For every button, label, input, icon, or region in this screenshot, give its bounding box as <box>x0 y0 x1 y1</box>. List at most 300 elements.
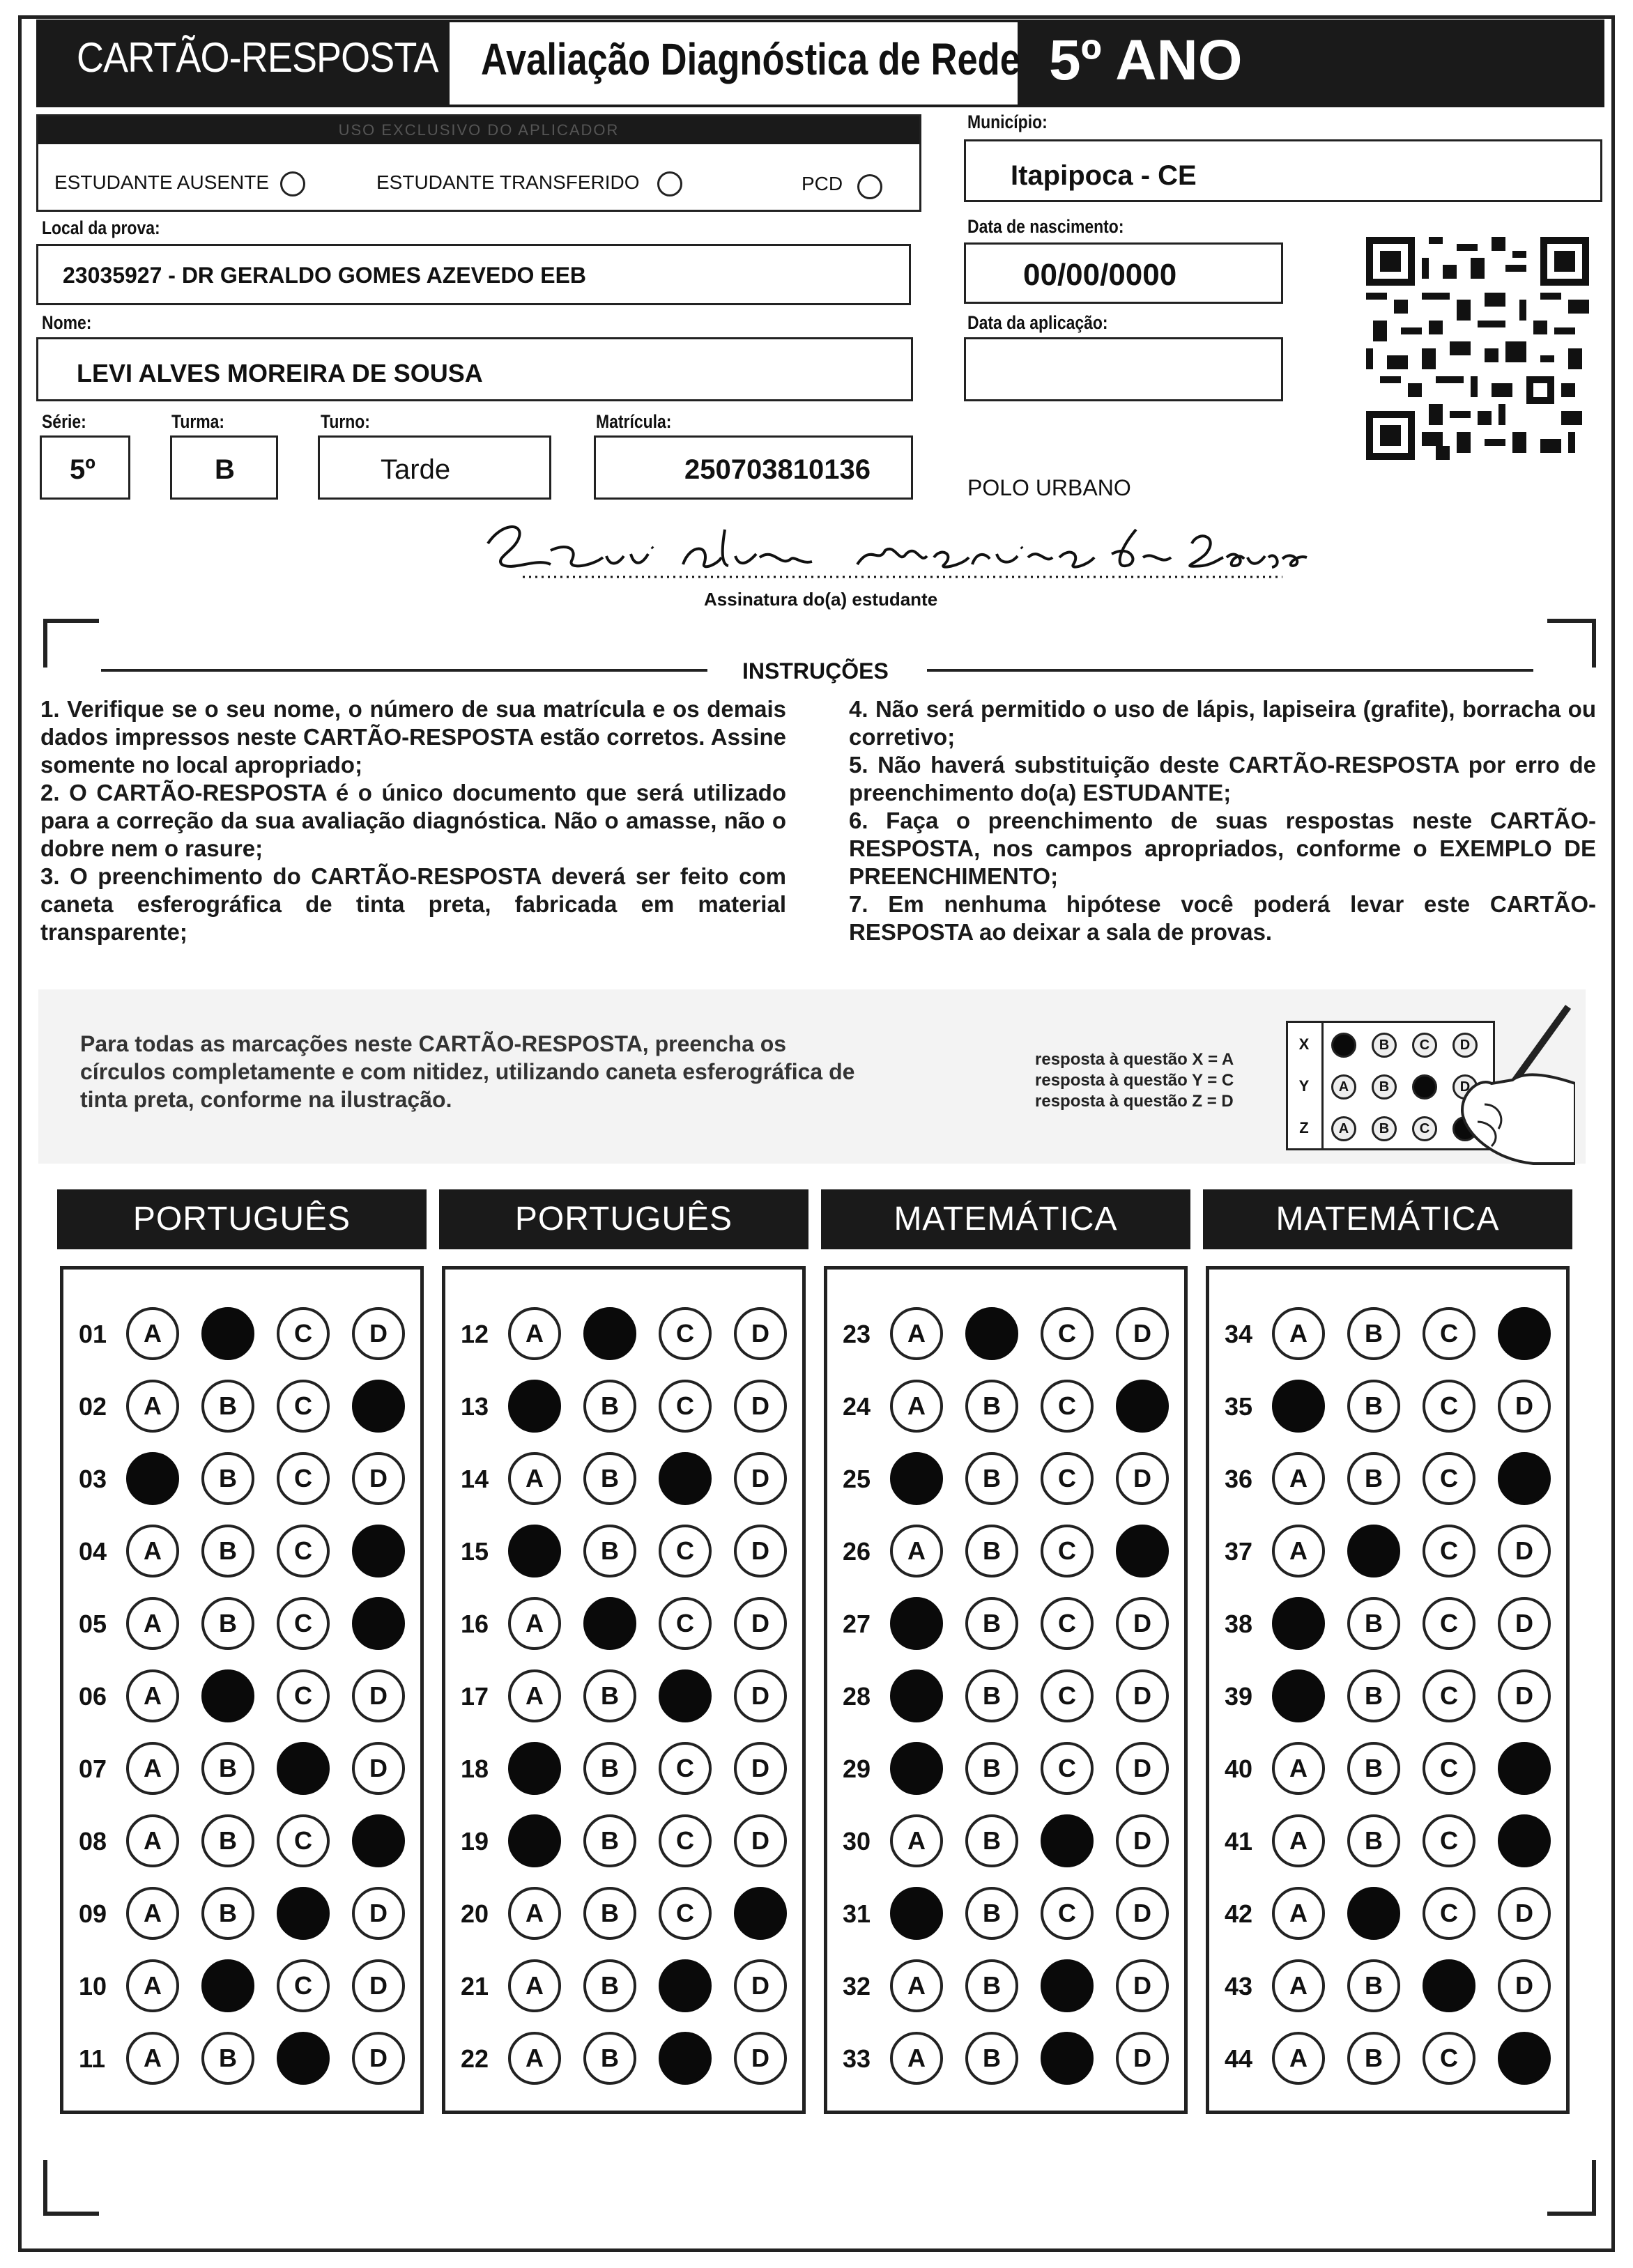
answer-bubble-11-a[interactable]: A <box>126 2032 179 2085</box>
answer-bubble-15-b[interactable]: B <box>583 1525 636 1577</box>
answer-bubble-06-d[interactable]: D <box>352 1669 405 1722</box>
answer-bubble-03-a[interactable] <box>126 1452 179 1505</box>
answer-bubble-08-a[interactable]: A <box>126 1814 179 1867</box>
answer-bubble-33-d[interactable]: D <box>1116 2032 1169 2085</box>
answer-bubble-07-b[interactable]: B <box>201 1742 254 1795</box>
matricula-label: Matrícula: <box>596 411 672 432</box>
example-bubble-z-a: A <box>1331 1116 1356 1141</box>
question-row-14 <box>445 1449 802 1512</box>
answer-bubble-10-a[interactable]: A <box>126 1959 179 2012</box>
answer-bubble-35-a[interactable] <box>1272 1380 1325 1433</box>
question-number: 13 <box>461 1392 489 1421</box>
answer-bubble-37-c[interactable]: C <box>1423 1525 1475 1577</box>
answer-bubble-32-d[interactable]: D <box>1116 1959 1169 2012</box>
answer-bubble-27-b[interactable]: B <box>965 1597 1018 1650</box>
applicator-title: USO EXCLUSIVO DO APLICADOR <box>38 116 919 144</box>
answer-bubble-28-a[interactable] <box>890 1669 943 1722</box>
question-number: 14 <box>461 1465 489 1493</box>
transferred-label: ESTUDANTE TRANSFERIDO <box>376 171 640 193</box>
question-number: 06 <box>79 1682 107 1711</box>
example-bubble-y-d: D <box>1452 1074 1478 1100</box>
example-bubble-x-b: B <box>1372 1033 1397 1058</box>
answer-bubble-30-d[interactable]: D <box>1116 1814 1169 1867</box>
answer-bubble-41-b[interactable]: B <box>1347 1814 1400 1867</box>
matricula-value: 250703810136 <box>684 454 871 485</box>
answer-bubble-10-d[interactable]: D <box>352 1959 405 2012</box>
answer-bubble-09-b[interactable]: B <box>201 1887 254 1940</box>
question-number: 24 <box>843 1392 871 1421</box>
answer-bubble-20-a[interactable]: A <box>508 1887 561 1940</box>
section-answer-box-4 <box>1206 1266 1570 2114</box>
answer-bubble-20-c[interactable]: C <box>659 1887 712 1940</box>
answer-bubble-01-c[interactable]: C <box>277 1307 330 1360</box>
answer-bubble-43-c[interactable] <box>1423 1959 1475 2012</box>
answer-bubble-15-d[interactable]: D <box>734 1525 787 1577</box>
corner-mark-bottom-left <box>43 2160 99 2216</box>
question-row-08 <box>63 1812 420 1874</box>
question-number: 34 <box>1225 1320 1253 1348</box>
transferred-checkbox[interactable] <box>657 171 682 196</box>
answer-bubble-25-c[interactable]: C <box>1041 1452 1094 1505</box>
question-number: 36 <box>1225 1465 1253 1493</box>
answer-bubble-12-b[interactable] <box>583 1307 636 1360</box>
question-number: 04 <box>79 1537 107 1566</box>
answer-bubble-15-a[interactable] <box>508 1525 561 1577</box>
question-number: 23 <box>843 1320 871 1348</box>
answer-bubble-03-b[interactable]: B <box>201 1452 254 1505</box>
polo-label: POLO URBANO <box>967 475 1131 500</box>
local-label: Local da prova: <box>42 217 160 238</box>
question-number: 40 <box>1225 1754 1253 1783</box>
answer-bubble-02-c[interactable]: C <box>277 1380 330 1433</box>
answer-bubble-41-d[interactable] <box>1498 1814 1551 1867</box>
answer-bubble-07-c[interactable] <box>277 1742 330 1795</box>
answer-bubble-18-d[interactable]: D <box>734 1742 787 1795</box>
section-header-2: PORTUGUÊS <box>439 1189 808 1249</box>
question-row-06 <box>63 1667 420 1729</box>
answer-bubble-42-a[interactable]: A <box>1272 1887 1325 1940</box>
answer-bubble-08-d[interactable] <box>352 1814 405 1867</box>
municipio-value: Itapipoca - CE <box>1011 160 1197 191</box>
question-row-24 <box>827 1377 1184 1440</box>
answer-bubble-43-d[interactable]: D <box>1498 1959 1551 2012</box>
instruction-4: 4. Não será permitido o uso de lápis, lapiseira (grafite), borracha ou corretivo; <box>849 696 1596 750</box>
answer-bubble-39-c[interactable]: C <box>1423 1669 1475 1722</box>
answer-bubble-17-c[interactable] <box>659 1669 712 1722</box>
answer-bubble-19-a[interactable] <box>508 1814 561 1867</box>
example-legend <box>1035 1049 1234 1112</box>
instructions-rule-left <box>101 669 707 672</box>
question-row-07 <box>63 1739 420 1802</box>
question-row-42 <box>1209 1884 1566 1947</box>
question-number: 39 <box>1225 1682 1253 1711</box>
answer-bubble-30-a[interactable]: A <box>890 1814 943 1867</box>
question-number: 15 <box>461 1537 489 1566</box>
answer-bubble-14-a[interactable]: A <box>508 1452 561 1505</box>
section-answer-box-3 <box>824 1266 1188 2114</box>
answer-bubble-06-b[interactable] <box>201 1669 254 1722</box>
answer-bubble-23-a[interactable]: A <box>890 1307 943 1360</box>
answer-bubble-11-d[interactable]: D <box>352 2032 405 2085</box>
answer-bubble-16-d[interactable]: D <box>734 1597 787 1650</box>
answer-bubble-10-c[interactable]: C <box>277 1959 330 2012</box>
answer-bubble-19-d[interactable]: D <box>734 1814 787 1867</box>
qr-code-icon <box>1366 237 1589 460</box>
nome-label: Nome: <box>42 312 92 333</box>
answer-bubble-16-a[interactable]: A <box>508 1597 561 1650</box>
answer-bubble-25-a[interactable] <box>890 1452 943 1505</box>
answer-bubble-33-c[interactable] <box>1041 2032 1094 2085</box>
answer-bubble-34-c[interactable]: C <box>1423 1307 1475 1360</box>
section-answer-box-1 <box>60 1266 424 2114</box>
example-legend-y: resposta à questão Y = C <box>1035 1071 1234 1090</box>
answer-bubble-01-d[interactable]: D <box>352 1307 405 1360</box>
answer-bubble-44-c[interactable]: C <box>1423 2032 1475 2085</box>
answer-bubble-18-b[interactable]: B <box>583 1742 636 1795</box>
answer-bubble-11-b[interactable]: B <box>201 2032 254 2085</box>
question-number: 37 <box>1225 1537 1253 1566</box>
answer-bubble-31-d[interactable]: D <box>1116 1887 1169 1940</box>
answer-bubble-07-a[interactable]: A <box>126 1742 179 1795</box>
corner-mark-bottom-right <box>1547 2160 1596 2216</box>
question-number: 12 <box>461 1320 489 1348</box>
question-row-31 <box>827 1884 1184 1947</box>
answer-bubble-36-b[interactable]: B <box>1347 1452 1400 1505</box>
corner-mark-top-left <box>43 619 99 668</box>
answer-bubble-24-d[interactable] <box>1116 1380 1169 1433</box>
answer-bubble-17-a[interactable]: A <box>508 1669 561 1722</box>
answer-bubble-26-c[interactable]: C <box>1041 1525 1094 1577</box>
answer-bubble-38-a[interactable] <box>1272 1597 1325 1650</box>
answer-bubble-14-c[interactable] <box>659 1452 712 1505</box>
question-number: 05 <box>79 1610 107 1638</box>
answer-bubble-37-b[interactable] <box>1347 1525 1400 1577</box>
header-title-center: Avaliação Diagnóstica de Rede <box>481 34 1020 84</box>
answer-bubble-41-c[interactable]: C <box>1423 1814 1475 1867</box>
answer-bubble-34-a[interactable]: A <box>1272 1307 1325 1360</box>
answer-bubble-32-c[interactable] <box>1041 1959 1094 2012</box>
question-row-33 <box>827 2029 1184 2092</box>
answer-bubble-31-c[interactable]: C <box>1041 1887 1094 1940</box>
answer-bubble-09-c[interactable] <box>277 1887 330 1940</box>
question-row-40 <box>1209 1739 1566 1802</box>
answer-bubble-03-c[interactable]: C <box>277 1452 330 1505</box>
answer-bubble-24-c[interactable]: C <box>1041 1380 1094 1433</box>
question-number: 26 <box>843 1537 871 1566</box>
handwritten-signature <box>481 516 1310 585</box>
answer-bubble-18-a[interactable] <box>508 1742 561 1795</box>
question-row-19 <box>445 1812 802 1874</box>
signature-area[interactable] <box>481 516 1310 585</box>
question-row-32 <box>827 1957 1184 2019</box>
answer-bubble-33-a[interactable]: A <box>890 2032 943 2085</box>
answer-bubble-22-b[interactable]: B <box>583 2032 636 2085</box>
answer-bubble-43-b[interactable]: B <box>1347 1959 1400 2012</box>
answer-bubble-24-a[interactable]: A <box>890 1380 943 1433</box>
answer-bubble-19-c[interactable]: C <box>659 1814 712 1867</box>
answer-bubble-01-a[interactable]: A <box>126 1307 179 1360</box>
answer-bubble-29-a[interactable] <box>890 1742 943 1795</box>
question-number: 20 <box>461 1899 489 1928</box>
answer-bubble-20-b[interactable]: B <box>583 1887 636 1940</box>
answer-bubble-05-c[interactable]: C <box>277 1597 330 1650</box>
question-number: 28 <box>843 1682 871 1711</box>
question-number: 44 <box>1225 2044 1253 2073</box>
question-number: 19 <box>461 1827 489 1856</box>
question-number: 17 <box>461 1682 489 1711</box>
answer-bubble-02-a[interactable]: A <box>126 1380 179 1433</box>
example-bubble-z-c: C <box>1412 1116 1437 1141</box>
question-row-13 <box>445 1377 802 1440</box>
answer-bubble-37-a[interactable]: A <box>1272 1525 1325 1577</box>
answer-bubble-12-c[interactable]: C <box>659 1307 712 1360</box>
answer-bubble-13-a[interactable] <box>508 1380 561 1433</box>
question-row-28 <box>827 1667 1184 1729</box>
example-bubble-x-d: D <box>1452 1033 1478 1058</box>
answer-bubble-25-d[interactable]: D <box>1116 1452 1169 1505</box>
answer-bubble-26-d[interactable] <box>1116 1525 1169 1577</box>
answer-bubble-02-b[interactable]: B <box>201 1380 254 1433</box>
answer-bubble-35-d[interactable]: D <box>1498 1380 1551 1433</box>
answer-bubble-29-b[interactable]: B <box>965 1742 1018 1795</box>
answer-bubble-13-d[interactable]: D <box>734 1380 787 1433</box>
answer-bubble-35-b[interactable]: B <box>1347 1380 1400 1433</box>
signature-label: Assinatura do(a) estudante <box>704 589 938 610</box>
answer-bubble-12-a[interactable]: A <box>508 1307 561 1360</box>
answer-bubble-40-c[interactable]: C <box>1423 1742 1475 1795</box>
answer-bubble-02-d[interactable] <box>352 1380 405 1433</box>
answer-bubble-20-d[interactable] <box>734 1887 787 1940</box>
section-answer-box-2 <box>442 1266 806 2114</box>
answer-bubble-32-b[interactable]: B <box>965 1959 1018 2012</box>
question-number: 08 <box>79 1827 107 1856</box>
serie-value: 5º <box>70 454 95 485</box>
answer-bubble-35-c[interactable]: C <box>1423 1380 1475 1433</box>
answer-bubble-08-b[interactable]: B <box>201 1814 254 1867</box>
example-bubble-x-a <box>1331 1033 1356 1058</box>
example-bubble-x-c: C <box>1412 1033 1437 1058</box>
section-header-3: MATEMÁTICA <box>821 1189 1190 1249</box>
answer-bubble-17-d[interactable]: D <box>734 1669 787 1722</box>
answer-bubble-40-d[interactable] <box>1498 1742 1551 1795</box>
answer-bubble-06-c[interactable]: C <box>277 1669 330 1722</box>
hand-pen-icon <box>1436 1000 1575 1167</box>
answer-bubble-18-c[interactable]: C <box>659 1742 712 1795</box>
answer-bubble-26-a[interactable]: A <box>890 1525 943 1577</box>
nome-value: LEVI ALVES MOREIRA DE SOUSA <box>77 359 483 387</box>
answer-bubble-04-d[interactable] <box>352 1525 405 1577</box>
instruction-3: 3. O preenchimento do CARTÃO-RESPOSTA deverá ser feito com caneta esferográfica de tinta preta, fabricada em material transparente; <box>40 863 786 945</box>
answer-bubble-21-d[interactable]: D <box>734 1959 787 2012</box>
instruction-5: 5. Não haverá substituição deste CARTÃO-RESPOSTA por erro de preenchimento do(a) ESTUDANTE; <box>849 752 1596 805</box>
answer-bubble-42-d[interactable]: D <box>1498 1887 1551 1940</box>
instructions-left <box>40 695 786 946</box>
answer-bubble-21-a[interactable]: A <box>508 1959 561 2012</box>
example-question-z: Z <box>1299 1119 1309 1136</box>
section-header-4: MATEMÁTICA <box>1203 1189 1572 1249</box>
answer-bubble-34-d[interactable] <box>1498 1307 1551 1360</box>
header-title-left: CARTÃO-RESPOSTA <box>77 34 438 81</box>
question-number: 31 <box>843 1899 871 1928</box>
answer-bubble-27-a[interactable] <box>890 1597 943 1650</box>
answer-bubble-04-c[interactable]: C <box>277 1525 330 1577</box>
corner-mark-top-right <box>1547 619 1596 668</box>
answer-bubble-14-b[interactable]: B <box>583 1452 636 1505</box>
answer-bubble-24-b[interactable]: B <box>965 1380 1018 1433</box>
answer-bubble-22-c[interactable] <box>659 2032 712 2085</box>
answer-bubble-38-b[interactable]: B <box>1347 1597 1400 1650</box>
answer-bubble-04-a[interactable]: A <box>126 1525 179 1577</box>
turno-label: Turno: <box>321 411 370 432</box>
answer-bubble-23-b[interactable] <box>965 1307 1018 1360</box>
answer-bubble-05-b[interactable]: B <box>201 1597 254 1650</box>
answer-bubble-08-c[interactable]: C <box>277 1814 330 1867</box>
answer-bubble-03-d[interactable]: D <box>352 1452 405 1505</box>
answer-bubble-19-b[interactable]: B <box>583 1814 636 1867</box>
answer-bubble-13-b[interactable]: B <box>583 1380 636 1433</box>
answer-bubble-43-a[interactable]: A <box>1272 1959 1325 2012</box>
instruction-7: 7. Em nenhuma hipótese você poderá levar este CARTÃO-RESPOSTA ao deixar a sala de provas. <box>849 891 1596 945</box>
answer-bubble-05-d[interactable] <box>352 1597 405 1650</box>
answer-bubble-33-b[interactable]: B <box>965 2032 1018 2085</box>
birth-value: 00/00/0000 <box>1023 258 1177 292</box>
answer-bubble-21-c[interactable] <box>659 1959 712 2012</box>
answer-bubble-29-c[interactable]: C <box>1041 1742 1094 1795</box>
question-number: 41 <box>1225 1827 1253 1856</box>
answer-bubble-40-b[interactable]: B <box>1347 1742 1400 1795</box>
answer-bubble-39-a[interactable] <box>1272 1669 1325 1722</box>
question-row-26 <box>827 1522 1184 1584</box>
example-bubble-y-c <box>1412 1074 1437 1100</box>
turno-value: Tarde <box>381 454 451 485</box>
answer-bubble-22-a[interactable]: A <box>508 2032 561 2085</box>
question-row-25 <box>827 1449 1184 1512</box>
answer-bubble-23-c[interactable]: C <box>1041 1307 1094 1360</box>
answer-bubble-28-b[interactable]: B <box>965 1669 1018 1722</box>
answer-bubble-27-c[interactable]: C <box>1041 1597 1094 1650</box>
answer-bubble-36-c[interactable]: C <box>1423 1452 1475 1505</box>
municipio-label: Município: <box>967 111 1048 132</box>
answer-bubble-29-d[interactable]: D <box>1116 1742 1169 1795</box>
answer-bubble-05-a[interactable]: A <box>126 1597 179 1650</box>
answer-bubble-38-d[interactable]: D <box>1498 1597 1551 1650</box>
question-row-30 <box>827 1812 1184 1874</box>
question-row-22 <box>445 2029 802 2092</box>
birth-label: Data de nascimento: <box>967 216 1124 237</box>
answer-bubble-09-a[interactable]: A <box>126 1887 179 1940</box>
instructions-rule-right <box>927 669 1533 672</box>
answer-bubble-44-a[interactable]: A <box>1272 2032 1325 2085</box>
answer-bubble-21-b[interactable]: B <box>583 1959 636 2012</box>
answer-bubble-23-d[interactable]: D <box>1116 1307 1169 1360</box>
serie-label: Série: <box>42 411 86 432</box>
answer-bubble-07-d[interactable]: D <box>352 1742 405 1795</box>
question-number: 35 <box>1225 1392 1253 1421</box>
answer-bubble-06-a[interactable]: A <box>126 1669 179 1722</box>
answer-bubble-40-a[interactable]: A <box>1272 1742 1325 1795</box>
answer-bubble-10-b[interactable] <box>201 1959 254 2012</box>
answer-bubble-01-b[interactable] <box>201 1307 254 1360</box>
answer-bubble-30-b[interactable]: B <box>965 1814 1018 1867</box>
answer-bubble-11-c[interactable] <box>277 2032 330 2085</box>
answer-bubble-38-c[interactable]: C <box>1423 1597 1475 1650</box>
answer-bubble-09-d[interactable]: D <box>352 1887 405 1940</box>
answer-bubble-41-a[interactable]: A <box>1272 1814 1325 1867</box>
question-row-35 <box>1209 1377 1566 1440</box>
example-legend-z: resposta à questão Z = D <box>1035 1092 1234 1111</box>
answer-bubble-37-d[interactable]: D <box>1498 1525 1551 1577</box>
question-row-41 <box>1209 1812 1566 1874</box>
question-number: 10 <box>79 1972 107 2000</box>
turma-value: B <box>215 454 235 485</box>
answer-bubble-44-b[interactable]: B <box>1347 2032 1400 2085</box>
question-row-12 <box>445 1304 802 1367</box>
answer-bubble-44-d[interactable] <box>1498 2032 1551 2085</box>
question-row-21 <box>445 1957 802 2019</box>
question-number: 43 <box>1225 1972 1253 2000</box>
instruction-6: 6. Faça o preenchimento de suas respostas neste CARTÃO-RESPOSTA, nos campos apropriados, conforme o EXEMPLO DE PREENCHIMENTO; <box>849 808 1596 889</box>
absent-checkbox[interactable] <box>280 171 305 196</box>
answer-bubble-25-b[interactable]: B <box>965 1452 1018 1505</box>
answer-bubble-34-b[interactable]: B <box>1347 1307 1400 1360</box>
answer-bubble-22-d[interactable]: D <box>734 2032 787 2085</box>
answer-bubble-15-c[interactable]: C <box>659 1525 712 1577</box>
answer-bubble-39-d[interactable]: D <box>1498 1669 1551 1722</box>
answer-bubble-17-b[interactable]: B <box>583 1669 636 1722</box>
answer-bubble-16-c[interactable]: C <box>659 1597 712 1650</box>
answer-bubble-26-b[interactable]: B <box>965 1525 1018 1577</box>
absent-label: ESTUDANTE AUSENTE <box>54 171 270 193</box>
question-number: 27 <box>843 1610 871 1638</box>
question-row-29 <box>827 1739 1184 1802</box>
answer-bubble-39-b[interactable]: B <box>1347 1669 1400 1722</box>
application-date-field <box>964 337 1283 401</box>
question-row-27 <box>827 1594 1184 1657</box>
answer-bubble-13-c[interactable]: C <box>659 1380 712 1433</box>
question-number: 03 <box>79 1465 107 1493</box>
answer-bubble-42-b[interactable] <box>1347 1887 1400 1940</box>
question-number: 38 <box>1225 1610 1253 1638</box>
question-number: 01 <box>79 1320 107 1348</box>
answer-bubble-27-d[interactable]: D <box>1116 1597 1169 1650</box>
answer-bubble-30-c[interactable] <box>1041 1814 1094 1867</box>
question-row-18 <box>445 1739 802 1802</box>
answer-bubble-14-d[interactable]: D <box>734 1452 787 1505</box>
example-bubble-y-b: B <box>1372 1074 1397 1100</box>
header-grade: 5º ANO <box>1049 29 1243 92</box>
answer-bubble-42-c[interactable]: C <box>1423 1887 1475 1940</box>
answer-bubble-31-a[interactable] <box>890 1887 943 1940</box>
question-row-20 <box>445 1884 802 1947</box>
instructions-title: INSTRUÇÕES <box>742 658 889 684</box>
answer-bubble-28-c[interactable]: C <box>1041 1669 1094 1722</box>
question-row-04 <box>63 1522 420 1584</box>
answer-bubble-36-a[interactable]: A <box>1272 1452 1325 1505</box>
answer-bubble-31-b[interactable]: B <box>965 1887 1018 1940</box>
answer-bubble-36-d[interactable] <box>1498 1452 1551 1505</box>
question-number: 22 <box>461 2044 489 2073</box>
pcd-checkbox[interactable] <box>857 174 882 199</box>
question-row-15 <box>445 1522 802 1584</box>
answer-bubble-32-a[interactable]: A <box>890 1959 943 2012</box>
example-question-x: X <box>1298 1035 1310 1053</box>
answer-bubble-04-b[interactable]: B <box>201 1525 254 1577</box>
question-row-16 <box>445 1594 802 1657</box>
answer-bubble-28-d[interactable]: D <box>1116 1669 1169 1722</box>
answer-bubble-12-d[interactable]: D <box>734 1307 787 1360</box>
question-number: 09 <box>79 1899 107 1928</box>
answer-bubble-16-b[interactable] <box>583 1597 636 1650</box>
